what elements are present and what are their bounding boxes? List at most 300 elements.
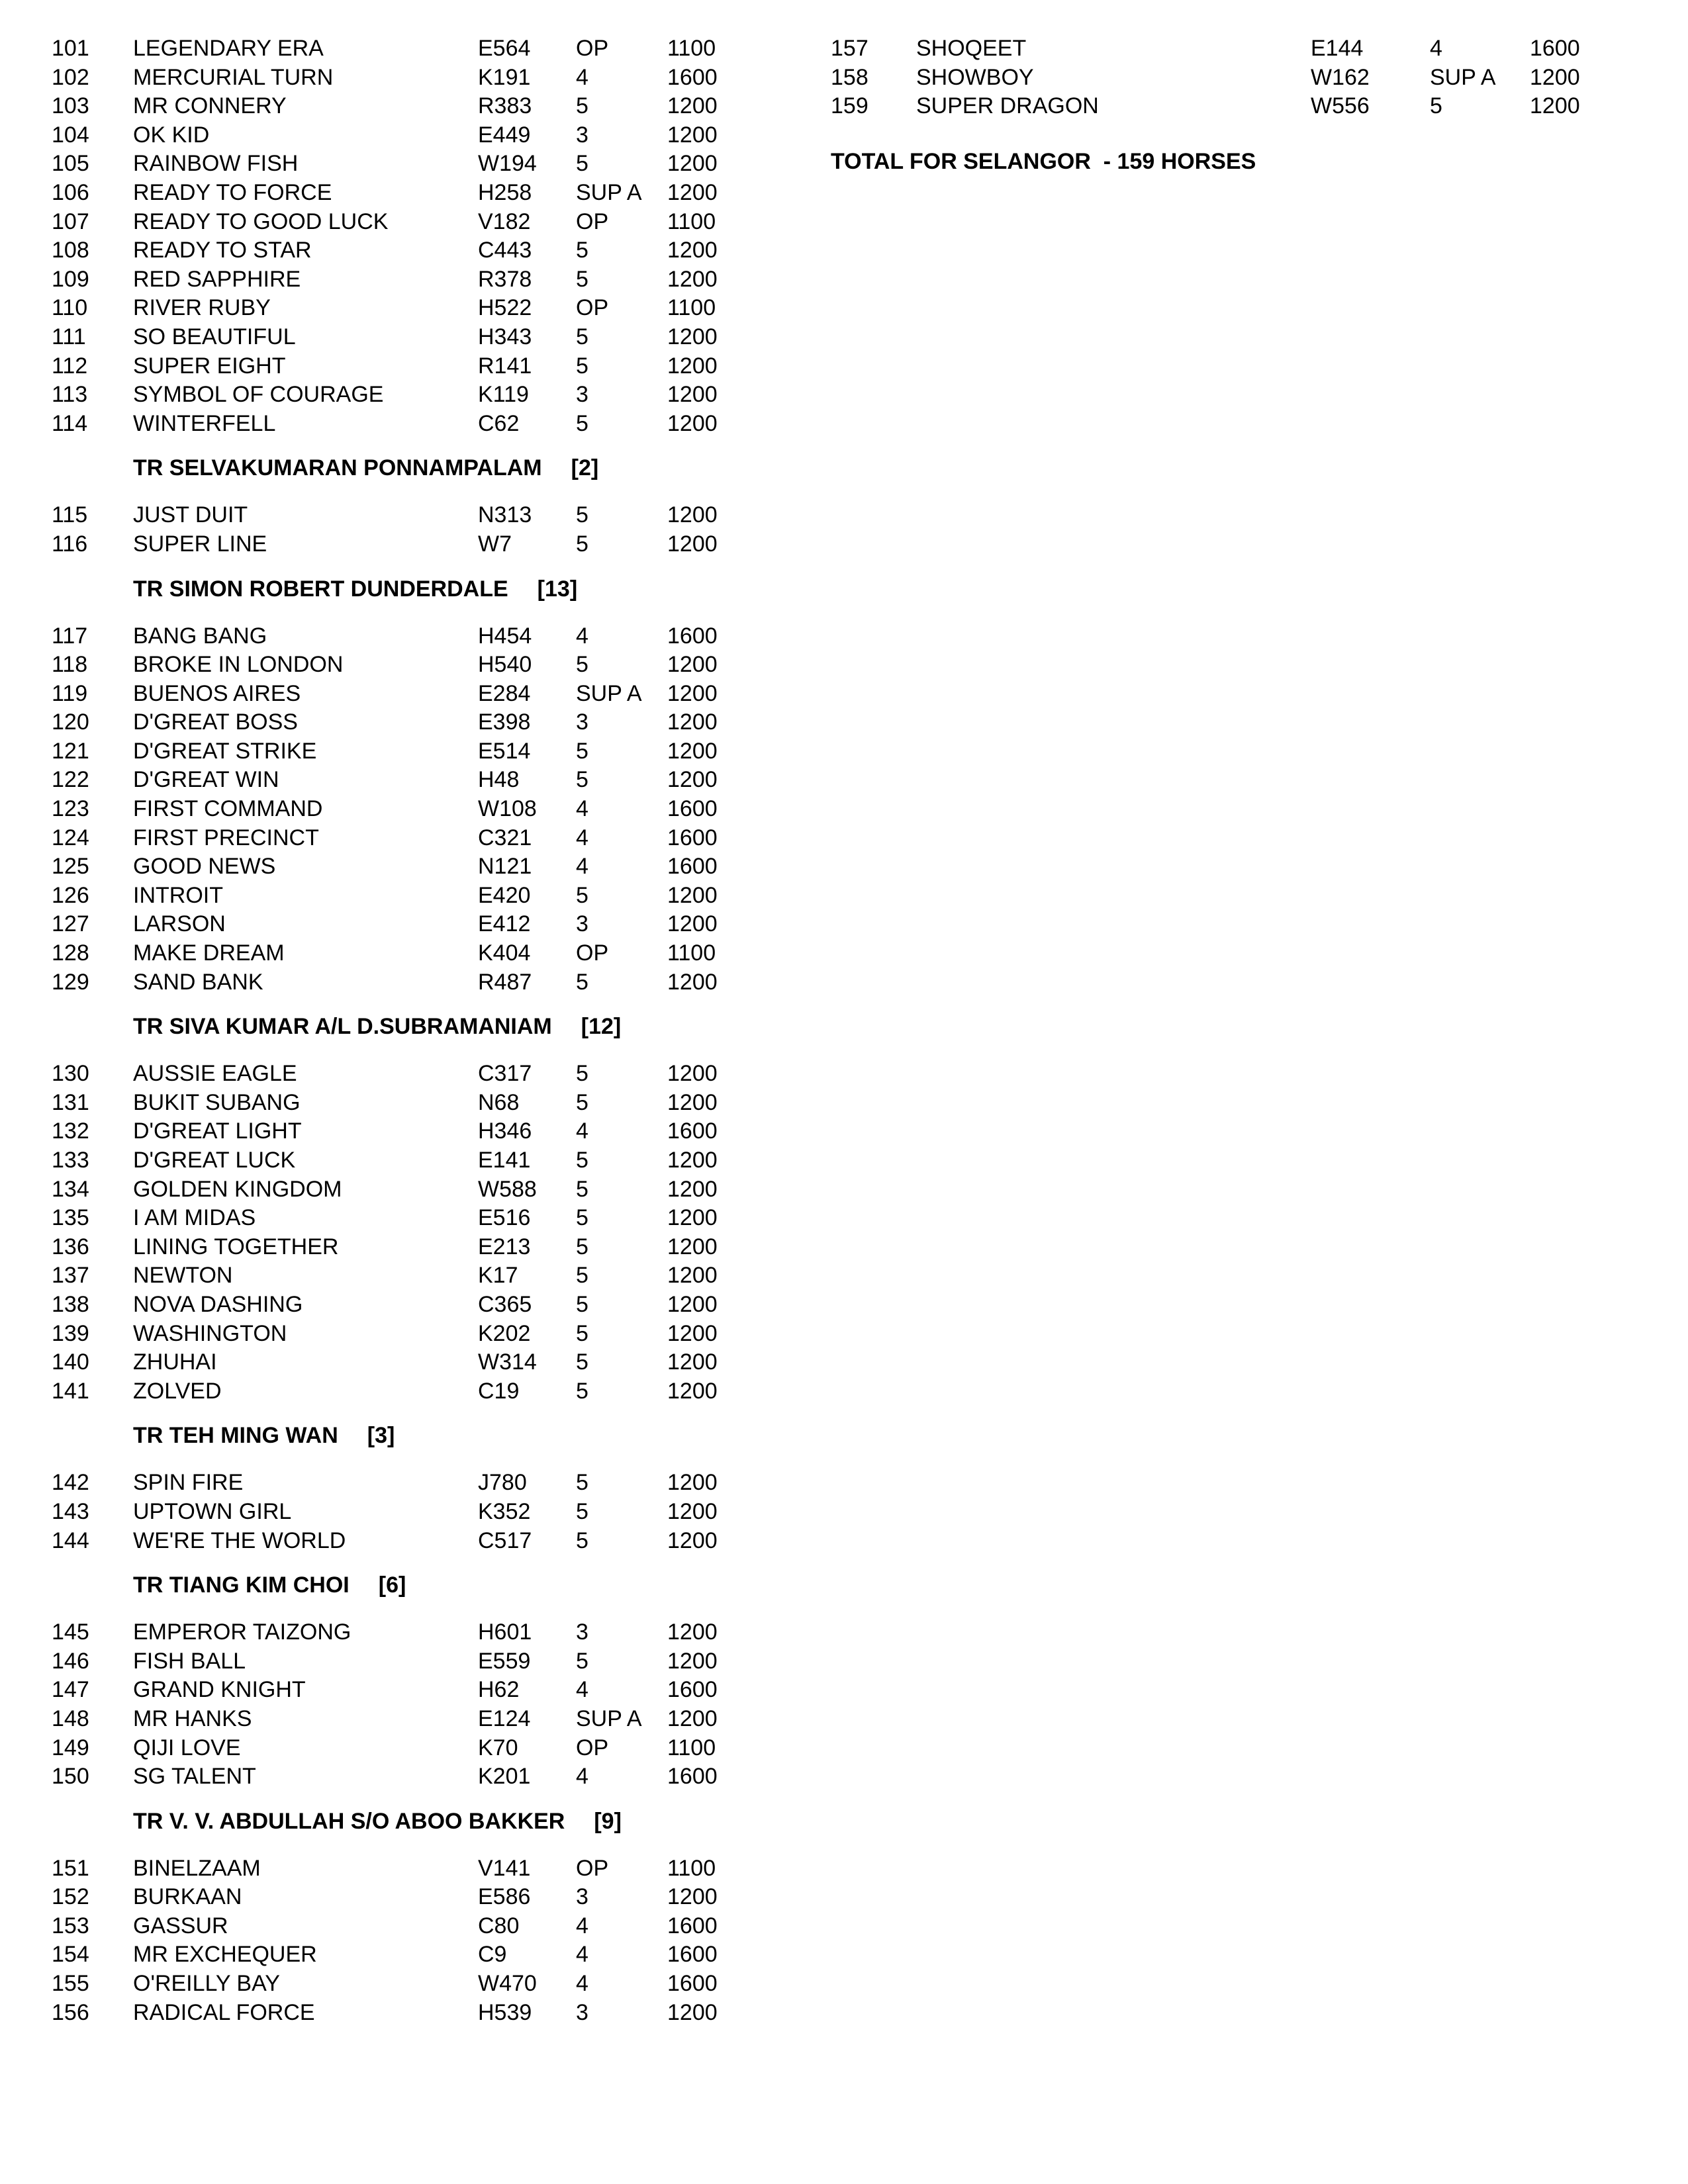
horse-row: [52, 737, 793, 766]
horse-code: R378: [478, 266, 532, 292]
horse-class: 5: [576, 738, 588, 764]
horse-row: [52, 1348, 793, 1377]
horse-class: OP: [576, 940, 609, 966]
horse-class: 3: [576, 1999, 588, 2025]
horse-class: 5: [576, 1205, 588, 1231]
horse-row: [52, 1912, 793, 1941]
horse-class: 5: [576, 353, 588, 379]
horse-row: [52, 34, 793, 64]
horse-class: 3: [576, 122, 588, 148]
horse-number: 120: [52, 709, 89, 735]
horse-name: SUPER DRAGON: [916, 93, 1099, 119]
trainer-horse-count: [6]: [378, 1572, 406, 1598]
horse-name: GOOD NEWS: [133, 854, 276, 880]
horse-class: 4: [576, 64, 588, 90]
trainer-horse-count: [3]: [367, 1423, 395, 1449]
horse-row: [52, 824, 793, 853]
horse-name: MR CONNERY: [133, 93, 287, 119]
horse-distance: 1100: [667, 295, 716, 321]
horse-code: W314: [478, 1349, 537, 1375]
trainer-heading-text: [133, 1422, 395, 1450]
horse-row: [52, 530, 793, 559]
horse-number: 133: [52, 1148, 89, 1173]
horse-class: 4: [576, 1942, 588, 1968]
horse-name: RIVER RUBY: [133, 295, 271, 321]
horse-number: 141: [52, 1378, 89, 1404]
trainer-heading: [52, 1555, 793, 1618]
horse-distance: 1200: [667, 1527, 718, 1553]
horse-distance: 1200: [667, 410, 718, 436]
horse-number: 119: [52, 680, 88, 706]
horse-code: W194: [478, 151, 537, 177]
horse-class: SUP A: [576, 680, 642, 706]
horse-row: [52, 236, 793, 265]
horse-distance: 1200: [667, 151, 718, 177]
horse-name: FIRST COMMAND: [133, 796, 323, 822]
horse-name: SUPER EIGHT: [133, 353, 286, 379]
horse-row: [52, 680, 793, 709]
horse-class: 5: [576, 1148, 588, 1173]
horse-number: 109: [52, 266, 89, 292]
horse-code: K119: [478, 382, 529, 408]
horse-code: E516: [478, 1205, 531, 1231]
horse-row: [52, 381, 793, 410]
horse-distance: 1200: [667, 1263, 718, 1289]
horse-class: 4: [576, 1971, 588, 1997]
trainer-name: TR SIVA KUMAR A/L D.SUBRAMANIAM: [133, 1014, 552, 1040]
horse-number: 114: [52, 410, 88, 436]
horse-distance: 1600: [667, 1677, 718, 1703]
horse-row: [52, 1204, 793, 1233]
trainer-name: TR SELVAKUMARAN PONNAMPALAM: [133, 455, 542, 481]
horse-distance: 1200: [667, 1234, 718, 1259]
horse-code: W108: [478, 796, 537, 822]
horse-distance: 1200: [667, 882, 718, 908]
horse-name: MR HANKS: [133, 1706, 252, 1731]
horse-name: I AM MIDAS: [133, 1205, 256, 1231]
trainer-horse-count: [9]: [594, 1808, 622, 1834]
horse-name: READY TO STAR: [133, 238, 312, 263]
horse-name: RADICAL FORCE: [133, 1999, 315, 2025]
horse-code: R141: [478, 353, 532, 379]
horse-distance: 1200: [667, 1648, 718, 1674]
horse-name: O'REILLY BAY: [133, 1971, 280, 1997]
horse-number: 115: [52, 502, 88, 528]
horse-row: [52, 1676, 793, 1705]
horse-code: W7: [478, 531, 512, 557]
horse-name: GRAND KNIGHT: [133, 1677, 306, 1703]
horse-code: H454: [478, 623, 532, 649]
horse-row: [52, 882, 793, 911]
horse-row: [52, 651, 793, 680]
horse-name: BANG BANG: [133, 623, 267, 649]
horse-class: OP: [576, 1735, 609, 1760]
horse-distance: 1200: [667, 324, 718, 349]
trainer-horse-count: [12]: [581, 1014, 622, 1040]
horse-name: WE'RE THE WORLD: [133, 1527, 346, 1553]
horse-row: [52, 910, 793, 939]
horse-distance: 1200: [667, 1320, 718, 1346]
horse-number: 132: [52, 1118, 89, 1144]
horse-distance: 1200: [667, 93, 718, 119]
horse-code: W162: [1311, 64, 1370, 90]
trainer-heading: [52, 1792, 793, 1854]
horse-code: C80: [478, 1913, 520, 1938]
horse-distance: 1200: [667, 680, 718, 706]
horse-class: 5: [576, 1234, 588, 1259]
horse-name: MAKE DREAM: [133, 940, 285, 966]
horse-class: SUP A: [576, 1706, 642, 1731]
horse-distance: 1100: [667, 940, 716, 966]
horse-class: 4: [1430, 36, 1442, 61]
horse-class: 4: [576, 623, 588, 649]
horse-class: 3: [576, 709, 588, 735]
horse-distance: 1200: [667, 1089, 718, 1115]
horse-distance: 1600: [667, 1118, 718, 1144]
horse-name: WINTERFELL: [133, 410, 276, 436]
horse-code: K17: [478, 1263, 518, 1289]
horse-code: W588: [478, 1176, 537, 1202]
trainer-name: TR TIANG KIM CHOI: [133, 1572, 350, 1598]
trainer-heading-text: [133, 575, 577, 604]
horse-class: 5: [576, 969, 588, 995]
horse-class: 3: [576, 911, 588, 937]
horse-code: H539: [478, 1999, 532, 2025]
horse-number: 105: [52, 151, 89, 177]
horse-class: 5: [576, 882, 588, 908]
horse-row: [52, 150, 793, 179]
horse-number: 155: [52, 1971, 89, 1997]
horse-code: N121: [478, 854, 532, 880]
trainer-horse-count: [13]: [537, 576, 578, 602]
horse-distance: 1200: [667, 179, 718, 205]
trainer-heading: [52, 1406, 793, 1469]
horse-distance: 1100: [667, 208, 716, 234]
horse-name: D'GREAT WIN: [133, 767, 279, 793]
horse-distance: 1200: [667, 1349, 718, 1375]
horse-class: 3: [576, 1884, 588, 1910]
horse-code: H343: [478, 324, 532, 349]
horse-number: 147: [52, 1677, 89, 1703]
horse-row: [52, 939, 793, 968]
horse-class: 5: [576, 502, 588, 528]
horse-number: 139: [52, 1320, 89, 1346]
horse-number: 159: [831, 93, 868, 119]
horse-distance: 1200: [667, 1884, 718, 1910]
trainer-heading-text: [133, 454, 598, 482]
horse-code: C365: [478, 1291, 532, 1317]
horse-distance: 1200: [667, 502, 718, 528]
horse-code: K352: [478, 1498, 531, 1524]
horse-class: OP: [576, 208, 609, 234]
horse-class: 5: [576, 767, 588, 793]
horse-distance: 1600: [667, 825, 718, 850]
horse-row: [52, 208, 793, 237]
horse-number: 121: [52, 738, 89, 764]
horse-code: E420: [478, 882, 531, 908]
horse-row: [831, 64, 1625, 93]
horse-code: K191: [478, 64, 531, 90]
horse-row: [52, 1734, 793, 1763]
horse-row: [52, 410, 793, 439]
horse-name: RAINBOW FISH: [133, 151, 299, 177]
horse-number: 134: [52, 1176, 89, 1202]
horse-name: SAND BANK: [133, 969, 263, 995]
horse-code: W556: [1311, 93, 1370, 119]
horse-code: J780: [478, 1470, 527, 1496]
horse-row: [52, 1854, 793, 1884]
horse-row: [52, 1261, 793, 1291]
horse-code: C517: [478, 1527, 532, 1553]
horse-number: 136: [52, 1234, 89, 1259]
horse-code: H62: [478, 1677, 520, 1703]
left-column: [52, 34, 793, 2027]
horse-row: [52, 1883, 793, 1912]
horse-distance: 1600: [1530, 36, 1580, 61]
horse-row: [52, 1117, 793, 1146]
horse-number: 102: [52, 64, 89, 90]
trainer-heading-text: [133, 1807, 622, 1836]
horse-class: OP: [576, 1855, 609, 1881]
horse-distance: 1600: [667, 854, 718, 880]
horse-code: E586: [478, 1884, 531, 1910]
trainer-heading: [52, 559, 793, 622]
horse-distance: 1200: [667, 709, 718, 735]
horse-row: [52, 265, 793, 295]
right-column-entries: [831, 34, 1625, 121]
horse-distance: 1200: [667, 1148, 718, 1173]
horse-code: C317: [478, 1061, 532, 1087]
horse-code: H540: [478, 652, 532, 678]
horse-row: [52, 1940, 793, 1970]
horse-number: 131: [52, 1089, 89, 1115]
horse-name: MERCURIAL TURN: [133, 64, 334, 90]
horse-row: [52, 352, 793, 381]
horse-distance: 1200: [667, 767, 718, 793]
horse-name: BUENOS AIRES: [133, 680, 301, 706]
horse-row: [831, 34, 1625, 64]
horse-distance: 1200: [667, 122, 718, 148]
horse-number: 128: [52, 940, 89, 966]
horse-distance: 1600: [667, 796, 718, 822]
horse-number: 126: [52, 882, 89, 908]
horse-name: SUPER LINE: [133, 531, 267, 557]
horse-class: 5: [576, 1498, 588, 1524]
horse-number: 142: [52, 1470, 89, 1496]
horse-row: [52, 1705, 793, 1734]
horse-code: C19: [478, 1378, 520, 1404]
horse-distance: 1200: [667, 1706, 718, 1731]
horse-distance: 1200: [667, 531, 718, 557]
horse-code: C443: [478, 238, 532, 263]
horse-number: 151: [52, 1855, 89, 1881]
horse-distance: 1600: [667, 1913, 718, 1938]
horse-class: OP: [576, 36, 609, 61]
horse-number: 130: [52, 1061, 89, 1087]
horse-code: H48: [478, 767, 520, 793]
horse-name: FISH BALL: [133, 1648, 246, 1674]
horse-name: BROKE IN LONDON: [133, 652, 344, 678]
horse-distance: 1200: [667, 1470, 718, 1496]
horse-distance: 1200: [667, 1291, 718, 1317]
horse-name: AUSSIE EAGLE: [133, 1061, 297, 1087]
horse-name: OK KID: [133, 122, 210, 148]
horse-class: 5: [1430, 93, 1442, 119]
horse-class: 5: [576, 1263, 588, 1289]
horse-row: [52, 92, 793, 121]
horse-distance: 1200: [1530, 93, 1580, 119]
horse-name: RED SAPPHIRE: [133, 266, 301, 292]
horse-code: H346: [478, 1118, 532, 1144]
horse-distance: 1200: [667, 1176, 718, 1202]
horse-number: 158: [831, 64, 868, 90]
horse-name: ZOLVED: [133, 1378, 222, 1404]
horse-code: K202: [478, 1320, 531, 1346]
horse-code: K404: [478, 940, 531, 966]
horse-code: R487: [478, 969, 532, 995]
horse-number: 156: [52, 1999, 89, 2025]
horse-distance: 1200: [667, 1999, 718, 2025]
horse-number: 145: [52, 1619, 89, 1645]
horse-name: SYMBOL OF COURAGE: [133, 382, 384, 408]
trainer-name: TR V. V. ABDULLAH S/O ABOO BAKKER: [133, 1808, 565, 1834]
horse-number: 157: [831, 36, 868, 61]
horse-number: 101: [52, 36, 89, 61]
horse-code: E514: [478, 738, 531, 764]
horse-name: MR EXCHEQUER: [133, 1942, 317, 1968]
horse-code: E144: [1311, 36, 1364, 61]
horse-name: D'GREAT STRIKE: [133, 738, 317, 764]
horse-name: LARSON: [133, 911, 226, 937]
horse-name: GOLDEN KINGDOM: [133, 1176, 342, 1202]
horse-number: 122: [52, 767, 89, 793]
horse-row: [52, 294, 793, 323]
horse-distance: 1200: [667, 266, 718, 292]
horse-distance: 1200: [667, 382, 718, 408]
horse-row: [52, 1618, 793, 1647]
horse-code: R383: [478, 93, 532, 119]
horse-number: 108: [52, 238, 89, 263]
horse-number: 118: [52, 652, 88, 678]
horse-number: 112: [52, 353, 88, 379]
horse-class: 5: [576, 1061, 588, 1087]
horse-row: [52, 1291, 793, 1320]
horse-name: GASSUR: [133, 1913, 228, 1938]
horse-distance: 1200: [667, 738, 718, 764]
horse-number: 154: [52, 1942, 89, 1968]
horse-row: [52, 708, 793, 737]
horse-code: H258: [478, 179, 532, 205]
horse-code: N313: [478, 502, 532, 528]
horse-distance: 1100: [667, 1855, 716, 1881]
horse-code: C62: [478, 410, 520, 436]
horse-number: 129: [52, 969, 89, 995]
total-summary: TOTAL FOR SELANGOR - 159 HORSES: [831, 148, 1256, 174]
horse-number: 140: [52, 1349, 89, 1375]
trainer-name: TR SIMON ROBERT DUNDERDALE: [133, 576, 508, 602]
horse-name: READY TO GOOD LUCK: [133, 208, 389, 234]
horse-class: 5: [576, 1320, 588, 1346]
horse-distance: 1200: [667, 238, 718, 263]
horse-distance: 1600: [667, 623, 718, 649]
horse-distance: 1200: [667, 969, 718, 995]
horse-number: 124: [52, 825, 89, 850]
horse-distance: 1200: [667, 1061, 718, 1087]
horse-name: D'GREAT LUCK: [133, 1148, 296, 1173]
horse-number: 144: [52, 1527, 89, 1553]
horse-row: [52, 1146, 793, 1175]
horse-class: 5: [576, 151, 588, 177]
horse-row: [52, 1320, 793, 1349]
horse-code: E124: [478, 1706, 531, 1731]
horse-name: SHOQEET: [916, 36, 1027, 61]
horse-class: 3: [576, 1619, 588, 1645]
horse-row: [52, 1647, 793, 1676]
horse-code: K70: [478, 1735, 518, 1760]
horse-name: NOVA DASHING: [133, 1291, 303, 1317]
horse-name: FIRST PRECINCT: [133, 825, 319, 850]
horse-distance: 1200: [667, 652, 718, 678]
horse-row: [52, 1233, 793, 1262]
horse-class: 5: [576, 531, 588, 557]
horse-number: 148: [52, 1706, 89, 1731]
horse-class: 3: [576, 382, 588, 408]
horse-code: K201: [478, 1764, 531, 1790]
horse-row: [831, 92, 1625, 121]
horse-name: SHOWBOY: [916, 64, 1034, 90]
horse-row: [52, 1999, 793, 2028]
horse-distance: 1600: [667, 1971, 718, 1997]
horse-name: READY TO FORCE: [133, 179, 332, 205]
horse-number: 135: [52, 1205, 89, 1231]
horse-row: [52, 766, 793, 795]
trainer-name: TR TEH MING WAN: [133, 1423, 338, 1449]
horse-row: [52, 1498, 793, 1527]
horse-class: 4: [576, 1764, 588, 1790]
horse-code: E398: [478, 709, 531, 735]
horse-class: 5: [576, 1470, 588, 1496]
horse-name: SO BEAUTIFUL: [133, 324, 296, 349]
horse-number: 127: [52, 911, 89, 937]
horse-name: D'GREAT BOSS: [133, 709, 298, 735]
horse-distance: 1200: [667, 1498, 718, 1524]
horse-code: C9: [478, 1942, 507, 1968]
horse-name: LEGENDARY ERA: [133, 36, 324, 61]
horse-number: 152: [52, 1884, 89, 1910]
horse-number: 150: [52, 1764, 89, 1790]
horse-class: 5: [576, 1291, 588, 1317]
horse-code: E284: [478, 680, 531, 706]
horse-class: 4: [576, 796, 588, 822]
horse-row: [52, 1377, 793, 1406]
horse-number: 146: [52, 1648, 89, 1674]
horse-class: 5: [576, 1648, 588, 1674]
horse-code: E412: [478, 911, 531, 937]
horse-name: LINING TOGETHER: [133, 1234, 339, 1259]
horse-row: [52, 501, 793, 530]
horse-row: [52, 1060, 793, 1089]
horse-row: [52, 323, 793, 352]
horse-row: [52, 1175, 793, 1205]
horse-class: 5: [576, 324, 588, 349]
horse-distance: 1200: [667, 1378, 718, 1404]
horse-name: BINELZAAM: [133, 1855, 261, 1881]
horse-name: NEWTON: [133, 1263, 233, 1289]
horse-distance: 1100: [667, 1735, 716, 1760]
horse-distance: 1100: [667, 36, 716, 61]
horse-distance: 1200: [667, 353, 718, 379]
horse-distance: 1200: [667, 1205, 718, 1231]
